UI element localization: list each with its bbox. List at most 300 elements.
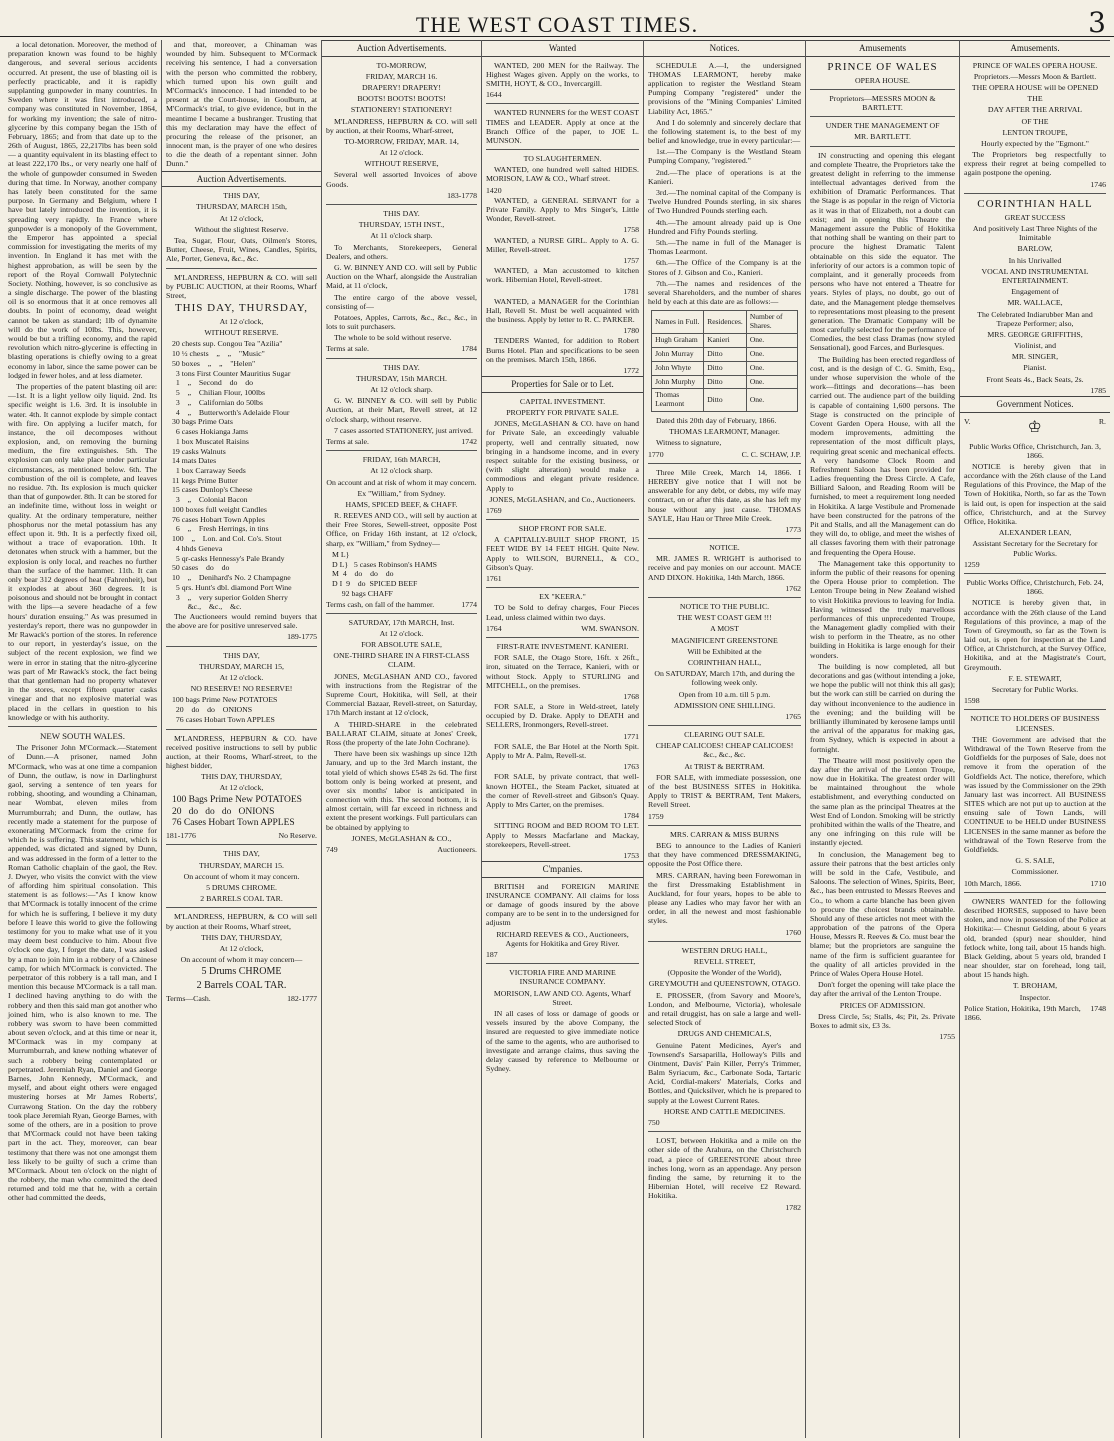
royal-crest-icon: ♔ [1027, 418, 1042, 436]
ad-line: Secretary for Public Works. [991, 685, 1079, 694]
table-header: Names in Full. [652, 311, 704, 334]
ad-line: SHOP FRONT FOR SALE. [518, 524, 607, 534]
notice-text: MR. JAMES R. WRIGHT is authorised to receive and pay monies on our account. MACE AND DIXON. Hokitika, 14th March, 1866. [648, 554, 801, 582]
divider [166, 907, 317, 908]
ad-line: FOR ABSOLUTE SALE, [361, 640, 442, 650]
lot-list: 100 Bags Prime New POTATOES 20 do do do ONIONS 76 Cases Hobart Town APPLES [172, 794, 302, 829]
ad-number: 1757 [623, 255, 639, 265]
ad-text: M'LANDRESS, HEPBURN & CO. will sell by auction, at their Rooms, Wharf-street, [326, 116, 477, 135]
ad-number: 1753 [623, 850, 639, 860]
table-cell: John Whyte [652, 361, 704, 375]
table-cell: Thomas Learmont [652, 389, 704, 412]
ad-number: 1785 [1090, 385, 1106, 395]
notice-text: MRS. CARRAN, having been Forewoman in the first Dressmaking Establishment in Auckland, for four years, hopes to be able to please any Ladies who may favor her with an order, in all the newest and most fashionable styles. [648, 870, 801, 926]
ad-text: The Building has been erected regardless of cost, and is the design of C. G. Smith, Esq., under whose supervision the whole of the work—fittings and decorations—has been carried out. The audience part of the building is capable of containing 1,600 persons. The Stage is constructed on the principle of Covent Garden Opera House, with all the modern improvements, admitting the representation of the most difficult plays, requiring great scenic and mechanical effects. A very handsome Clock Room and Refreshment Saloon has been provided for Ladies frequenting the Dress Circle. A Cafe, Billiard Saloon, and Reading Room will be furnished, to meet a requirement long needed in Hokitika. A large Vestibule and Promenade have been constructed for the patrons of the Pit and Stalls, and all the Management can do they will do, to oblige, and meet the wishes of all classes favoring them with their patronage and frequenting the Opera House. [810, 354, 955, 557]
divider [486, 519, 639, 520]
ad-line: THURSDAY, 15th MARCH. [356, 373, 447, 383]
ad-number: 1710 [1090, 878, 1106, 888]
ad-line: THIS DAY, THURSDAY, [174, 302, 309, 315]
ad-signature: F. E. STEWART, [1008, 673, 1062, 683]
divider [964, 573, 1106, 574]
notice-title: NOTICE TO THE PUBLIC. [679, 602, 770, 612]
table-header: Number of Shares. [746, 311, 797, 334]
notice-line: MAGNIFICENT GREENSTONE [671, 635, 778, 645]
notice-line: On SATURDAY, March 17th, and during the following week only. [654, 669, 795, 688]
ad-line: LENTON TROUPE, [1002, 127, 1068, 137]
notice-title: MRS. CARRAN & MISS BURNS [670, 829, 779, 839]
ad-number: 187 [486, 950, 498, 960]
notice-signature: C. C. SCHAW, J.P. [741, 449, 801, 459]
ad-line: Auctioneers. [437, 845, 477, 855]
ad-number: 1746 [1090, 179, 1106, 189]
table-row [652, 375, 798, 389]
section-heading: Notices. [644, 40, 805, 57]
ad-line: THURSDAY, MARCH 15. [199, 860, 284, 870]
ad-number: 1770 [648, 449, 664, 459]
notice-text: 4th.—The amount already paid up is One Hundred and Fifty Pounds sterling. [648, 217, 801, 236]
ad-number: 1762 [785, 583, 801, 593]
ad-text: A THIRD-SHARE in the celebrated BALLARAT CLAIM, situate at Jones' Creek, Ross (the property of the late John Cochrane). [326, 719, 477, 747]
ad-number: 182-1777 [287, 993, 317, 1003]
column-1 [4, 40, 162, 1438]
ad-text: Potatoes, Apples, Carrots, &c., &c., &c., in lots to suit purchasers. [326, 312, 477, 332]
ad-signature: ALEXANDER LEAN, [998, 528, 1072, 538]
notice-text: 6th.—The Office of the Company is at the Stores of J. Gibson and Co., Kanieri. [648, 258, 801, 277]
ad-line: THURSDAY, MARCH 15th, [196, 202, 287, 212]
ad-text: WANTED, 200 MEN for the Railway. The Highest Wages given. Apply on the works, to SMITH, HOYT, & CO., Invercargill. [486, 60, 639, 88]
masthead [0, 0, 1114, 38]
ad-signature: T. BROHAM, [1012, 981, 1058, 991]
ad-text: The Theatre will most positively open the day after the arrival of the Lenton Troupe, now due in Hokitika. The greatest order will be maintained throughout the whole establishment, and everything conducted on the same plan as the principal Theatres at the West End of London. Smoking will be strictly prohibited within the walls of the Theatre, and any one infringing on this rule will be instantly ejected. [810, 755, 955, 848]
ad-text: TO be Sold to defray charges, Four Pieces Lead, unless claimed within two days. [486, 603, 639, 622]
theatre-title: PRINCE OF WALES OPERA HOUSE. [972, 60, 1098, 70]
notice-line: Will be Exhibited at the [687, 646, 762, 656]
lot-list: 20 chests sup. Congou Tea "Azilia" 10 ½ chests „ „ "Music" 50 boxes „ „ "Helen" 3 tons First Counter Mauritius Sugar 1 „ Second do do 5 „ Chilian Flour, 100lbs 3 „ Californian do 50lbs 4 „ Butterworth's Adelaide Flour 30 bags Prime Oats 6 cases Hokianga Jams 1 box Muscatel Raisins 19 casks Walnuts 14 mats Dates 1 box Carraway Seeds 11 kegs Prime Butter 15 cases Dunlop's Cheese 3 „ Colonial Bacon 100 boxes full weight Candles 76 cases Hobart Town Apples 6 „ Fresh Herrings, in tins 100 „ Lon. and Col. Co's. Stout 4 hhds Geneva 5 qr-casks Hennessy's Pale Brandy 50 cases do do 10 „ Denihard's No. 2 Champagne 5 qrs. Hunt's dbl. diamond Port Wine 3 „ very superior Golden Sherry &c., &c., &c. [172, 339, 292, 612]
ad-number: 1782 [785, 1202, 801, 1212]
notice-text: Three Mile Creek, March 14, 1866. I HEREBY give notice that I will not be answerable for any debt, or debts, my wife may contract, on or after this date, as she has left my house without any just cause. THOMAS SAYLE, Hau Hau or Three Mile Creek. [648, 467, 801, 523]
column-4 [482, 40, 644, 1438]
ad-line: Public Works Office, Christchurch, Feb. 24, 1866. [966, 577, 1104, 597]
column-3 [322, 40, 482, 1438]
ad-text: Dress Circle, 5s; Stalls, 4s; Pit, 2s. Private Boxes to admit six, £3 3s. [810, 1011, 955, 1030]
ad-line: MRS. GEORGE GRIFFITHS, [987, 329, 1083, 339]
ad-line: At 12 o'clock, [219, 213, 264, 223]
shareholders-table [651, 310, 798, 412]
ad-line: Police Station, Hokitika, 19th March, 1866. [964, 1003, 1081, 1022]
section-heading: Auction Advertisements. [322, 40, 481, 57]
ad-text: WANTED, a GENERAL SERVANT for a Private Family. Apply to Mrs Singer's, Little Wonder, Revell-street. [486, 195, 639, 224]
notice-text: LOST, between Hokitika and a mile on the other side of the Arahura, on the Christchurch road, a piece of GREENSTONE about three inches long, worn as an appendage. Any person finding the same, by returning it to the Hibernian Hotel, will receive £2 Reward. Hokitika. [648, 1136, 801, 1201]
divider [810, 146, 955, 147]
ad-line: The Celebrated Indiarubber Man and Trapeze Performer; also, [977, 309, 1093, 328]
table-row [652, 389, 798, 412]
ad-text: JONES, McGLASHAN & CO. have on hand for Private Sale, an exceedingly valuable property, well and centrally situated, now bringing in a handsome income, and in every respect suitable for the existing business, or (with slight alteration) would make a commodious and elegant private residence. Apply to [486, 419, 639, 493]
ad-line: Assistant Secretary for the Secretary for Public Works. [972, 539, 1098, 558]
ad-text: G. W. BINNEY AND CO. will sell by Public Auction on the Wharf, alongside the Australian Maid, at 11 o'clock, [326, 262, 477, 291]
table-row [652, 361, 798, 375]
ad-line: At 12 o'clock, [219, 943, 264, 953]
ad-line: WITHOUT RESERVE. [204, 328, 279, 338]
notice-line: CHEAP CALICOES! CHEAP CALICOES! &c., &c., &c. [655, 741, 794, 760]
article-paragraph: a local detonation. Moreover, the method of preparation known was found to be highly dangerous, and several serious accidents occurred. At present, the use of blasting oil is perfectly practicable, and it is rapidly supplanting gunpowder in many countries. In Sweden where it was first introduced, a company was constituted in November, 1864, for working my invention; the sale of nitro-glycerine by this company began the 15th of February, 1865; and from that date up to the 26th of August, 1865, 22,217lbs has been sold — a quantity equivalent in its blasting effect to at least 222,170 lbs., or very nearly one half of the whole of gunpowder consumed in Sweden during that time. In Norway, another company has lately been constituted for the same purpose. In Germany and Belgium, where I have but lately introduced the invention, it is spreading very rapidly. In France where gunpowder is a monopoly of the Government, the Emperor has appointed a special commission for investigating the merits of my invention. In England it has met with the highest approbation, as will be seen by the report of the Royal Cornwall Polytechnic Society. Nothing, however, is so conclusive as a single discharge. The power of the blasting oil is so enormous that it at once removes all doubts. In point of economy, dead weight cannot be taken as standard; 1lb of dynamite will do the work of 10lbs. This, however, would be but a trifling economy, and the rapid revolution which nitro-glycerine is effecting in blasting operations is chiefly owing to a great economy in labor, since the same power can be lodged in fewer holes, and at less diameter. [8, 40, 157, 380]
ad-line: At 12 o'clock. [379, 628, 424, 638]
divider [326, 358, 477, 359]
ad-line: Front Seats 4s., Back Seats, 2s. [986, 374, 1084, 384]
ad-text: M'LANDRESS, HEPBURN & CO. have received positive instructions to sell by public auction, at their Rooms, Wharf-street, to the highest bidder, [166, 733, 317, 771]
notice-signature: THOMAS LEARMONT, Manager. [669, 427, 780, 437]
notice-title: CLEARING OUT SALE. [684, 730, 765, 740]
ad-text: There have been six washings up since 12th January, and up to the 3rd March instant, the total yield of which shows £548 2s 6d. The first bottom only is being worked at present, and over six months' labor is anticipated in connection with this. The second bottom, it is almost certain, will far exceed in richness and extent the present workings. Full particulars can be obtained by applying to [326, 749, 477, 832]
page-number: 3 [1088, 6, 1106, 39]
ad-number: 1259 [964, 559, 980, 569]
ad-line: Commissioner. [1011, 867, 1059, 877]
ad-line: At 12 o'clock, [219, 783, 264, 793]
ad-line: On account of whom it may concern. [183, 871, 300, 881]
ad-line: MORISON, LAW AND CO. Agents, Wharf Street. [493, 988, 632, 1007]
divider [648, 825, 801, 826]
ad-line: 5 Drums CHROME [201, 966, 282, 978]
hall-title: CORINTHIAN HALL [977, 197, 1093, 210]
divider [648, 463, 801, 464]
ad-number: 1768 [623, 691, 639, 701]
ad-line: At 12 o'clock. [219, 672, 264, 682]
ad-line: THIS DAY. [383, 362, 420, 372]
table-cell: Ditto [704, 347, 747, 361]
divider [166, 844, 317, 845]
section-heading: Government Notices. [960, 396, 1110, 413]
ad-line: Terms at sale. [326, 344, 369, 354]
ad-number: 1758 [623, 225, 639, 235]
ad-line: In his Unrivalled [1008, 255, 1062, 265]
notice-line: A MOST [710, 624, 739, 634]
column-2 [162, 40, 322, 1438]
table-cell: One. [746, 333, 797, 347]
ad-number: 1759 [648, 811, 664, 821]
notice-line: THE WEST COAST GEM !!! [677, 613, 772, 623]
ad-line: STATIONERY! STATIONERY! [350, 105, 453, 115]
ad-number: 749 [326, 845, 338, 855]
section-heading: C'mpanies. [482, 861, 643, 878]
ad-line: GREAT SUCCESS [1004, 212, 1066, 222]
divider [486, 587, 639, 588]
table-cell: John Murray [652, 347, 704, 361]
article-paragraph: The Prisoner John M'Cormack.—Statement of Dunn.—A prisoner, named John M'Cormack, who was at one time a companion of Dunn, the outlaw, is now in Darlinghurst gaol, serving a sentence of ten years for robbing, shooting, and wounding a Chinaman, near Wombat, eleven miles from Murrumburrah; and Dunn, the outlaw, has recently made a statement for the purpose of exonerating M'Cormack from the crime for which he is suffering. This statement, which is appended, was dictated and signed by Dunn, and was addressed in the form of a letter to the Roman Catholic chaplain of the gaol, the Rev. J. Dwyer, who visits the convict with the view of affording him spiritual consolation. This statement is as follows:—"As I know know that M'Cormack is totally innocent of the crime for which he is suffering, I believe it my duty before I leave this world to give the following testimony for you to make what use of it you may deem best conducive to him. About five o'clock one day, I forget the date, I was asked by a man to join him in a robbery of a Chinese camp, for which M'Cormack is convicted. The perpetrator of this robbery is a tall man, and I mention this because M'Cormack is a tall man. I declined having anything to do with the robbery and then this said man got another who joined him, who is also known to me. The robbery was sworn to have been committed about seven o'clock, and at this time or near it, M'Cormack was in my company at Murrumburrah, and knew nothing whatever of such a robbery being contemplated or perpetrated. Jeremiah Ryan, Daniel and George Barnes, John Kennedy, M'Cormack, and myself, and about eight others were engaged mustering horses at Mr James Roberts', Currawong Station. On the day the robbery took place Jeremiah Ryan, George Barnes, with some of the others, are in a position to prove that M'Cormack could not have been taking part in the act. They, moreover, can bear testimony that there was not one amongst them less likely to be guilty of such a crime than M'Cormack. About ten o'clock on the night of the robbery, the man who committed the deed returned and told me that he, with a certain other had committed the deeds, [8, 743, 157, 1203]
notice-line: At TRIST & BERTRAM. [684, 761, 765, 771]
ad-line: FRIDAY, 16th MARCH, [362, 455, 441, 465]
ad-line: SATURDAY, 17th MARCH, Inst. [348, 617, 455, 627]
ad-line: At 12 o'clock. [379, 148, 424, 158]
ad-line: On account of whom it may concern— [180, 955, 303, 965]
ad-number: 1784 [461, 344, 477, 354]
lot-list: 100 bags Prime New POTATOES 20 do do ONIONS 76 cases Hobart Town APPLES [172, 695, 278, 724]
table-cell: One. [746, 361, 797, 375]
ad-line: Inspector. [1019, 992, 1051, 1002]
ad-signature: RICHARD REEVES & CO., Auctioneers, Agents for Hokitika and Grey River. [496, 929, 629, 948]
divider [486, 963, 639, 964]
column-5 [644, 40, 806, 1438]
ad-line: THE OPERA HOUSE will be OPENED [971, 82, 1099, 92]
notice-line: DRUGS AND CHEMICALS, [677, 1029, 772, 1039]
ad-number: 183-1778 [447, 190, 477, 200]
ad-text: The Auctioneers would remind buyers that the above are for positive unreserved sale. [166, 612, 317, 631]
lot-list: M L} D L} 5 cases Robinson's HAMS M 4 do do do D I 9 do SPICED BEEF 92 bags CHAFF [332, 549, 437, 598]
ad-line: Hourly expected by the "Egmont." [981, 138, 1089, 148]
ad-line: NOTICE TO HOLDERS OF BUSINESS LICENSES. [970, 714, 1100, 733]
ad-text: Don't forget the opening will take place the day after the arrival of the Lenton Troupe. [810, 980, 955, 999]
divider [486, 637, 639, 638]
table-cell: One. [746, 347, 797, 361]
ad-line: At 12 o'clock, [219, 317, 264, 327]
ad-signature: WM. SWANSON. [581, 623, 639, 633]
ad-text: WANTED, a MANAGER for the Corinthian Hall, Revell St. Must be well acquainted with the business. Apply by letter to R. C. PARKER. [486, 296, 639, 325]
ad-text: M'LANDRESS, HEPBURN & CO. will sell by PUBLIC AUCTION, at their Rooms, Wharf Street, [166, 272, 317, 300]
ad-line: Violinist, and [1014, 341, 1056, 351]
ad-text: WANTED, one hundred well salted HIDES. MORISON, LAW & CO., Wharf street. [486, 165, 639, 184]
ad-line: TO-MORROW, [376, 60, 427, 70]
ad-number: 1765 [785, 711, 801, 721]
ad-line: PRICES OF ADMISSION. [839, 1000, 926, 1010]
notice-text: 3rd.—The nominal capital of the Company is Twelve Hundred Pounds sterling, in six shares of Two Hundred Pounds sterling each. [648, 188, 801, 216]
ad-text: NOTICE is hereby given that in accordance with the 26th clause of the Land Regulations of this Province, the Map of the Town of Hokitika, North, so far as the Town is laid out, is open for inspection at the said office, Christchurch, and at the Survey Office, Hokitika. [964, 461, 1106, 526]
table-header: Residences. [704, 311, 747, 334]
article-paragraph: and that, moreover, a Chinaman was wounded by him. Subsequent to M'Cormack receiving his sentence, I had a conversation with the person who committed the robbery, which turned upon his own guilt and M'Cormack's innocence. I had intended to be present at the Court-house, in Goulburn, at M'Cormack's trial, to give evidence, but in the meantime I became a bushranger. Trusting that this my declaration may have the effect of procuring the release of the prisoner, an innocent man, is the prayer of one who desires to die the death of a repentant sinner. John Dunn." [166, 40, 317, 169]
ad-text: OWNERS WANTED for the following described HORSES, supposed to have been stolen, and now in possession of the Police at Hokitika:— Chesnut Gelding, about 6 years old, branded (spur) near shoulder, hind fetlock white, long tail, about 15 hands high. Black Gelding, about 5 years old, branded I near shoulder, star on forehead, long tail, about 15 hands high. [964, 896, 1106, 980]
ad-text: 7 cases assorted STATIONERY, just arrived. [334, 425, 473, 435]
ad-line: THIS DAY. [383, 209, 420, 219]
ad-text: To Merchants, Storekeepers, General Dealers, and others. [326, 242, 477, 261]
column-6 [806, 40, 960, 1438]
table-row [652, 333, 798, 347]
ad-number: 1781 [623, 286, 639, 296]
ad-number: 1763 [623, 762, 639, 772]
divider [326, 450, 477, 451]
ad-text: IN all cases of loss or damage of goods or vessels insured by the above Company, the insured are requested to give immediate notice of the same to the agents, who are authorised to investigate and arrange claims, thus saving the delay caused by reference to Melbourne or Sydney. [486, 1008, 639, 1074]
ad-text: FOR SALE, the Bar Hotel at the North Spit. Apply to Mr A. Palm, Revell-st. [486, 741, 639, 761]
ad-line: Engagement of [1011, 287, 1059, 297]
ad-line: EX "KEERA." [539, 592, 586, 602]
divider [486, 103, 639, 104]
ad-line: HAMS, SPICED BEEF, & CHAFF. [345, 499, 458, 509]
ad-line: Proprietors.—Messrs Moon & Bartlett. [973, 71, 1097, 81]
ad-number: 750 [648, 1118, 660, 1128]
ad-text: The Management take this opportunity to inform the public of their reasons for opening the Opera House prior to completion. The Lenton Troupe being in New Zealand wished to visit Hokitika previous to leaving for India. Having witnessed the truly marvellous performances of this unprecedented Troupe, the Management gladly complied with their wish to perform in the Theatre, as no other building in Hokitika is large enough for their wonders. [810, 558, 955, 660]
ad-number: 1598 [964, 696, 980, 706]
ad-number: 1774 [461, 599, 477, 609]
divider [648, 538, 801, 539]
ad-text: JONES, McGLASHAN AND CO., favored with instructions from the Registrar of the Supreme Court, Hokitika, will Sell, at their Commercial Bazaar, Revell-street, on Saturday, 17th March instant at 12 o'clock, [326, 671, 477, 718]
ad-line: At 11 o'clock sharp. [370, 231, 433, 241]
ad-line: THIS DAY, [223, 849, 260, 859]
divider [166, 268, 317, 269]
notice-title: WESTERN DRUG HALL, [681, 945, 768, 955]
ad-text: WANTED, a NURSE GIRL. Apply to A. G. Miller, Revell-street. [486, 235, 639, 254]
divider [166, 646, 317, 647]
ad-line: On account and at risk of whom it may concern. [326, 477, 477, 487]
ad-line: MR. SINGER, [1011, 352, 1059, 362]
ad-text: The whole to be sold without reserve. [334, 333, 452, 343]
ad-line: Without the slightest Reserve. [194, 224, 289, 234]
ad-text: The building is now completed, all but decorations and gas (without intending a joke, we hope the public will not think this all gas); but the work can still be carried on during the day without inconvenience to the audience in the evening; and the building will be brilliantly illuminated by kerosene lamps until the arrival of the apparatus for making gas, from Sydney, which is expected in about a fortnight. [810, 661, 955, 754]
table-cell: John Murphy [652, 375, 704, 389]
divider [964, 892, 1106, 893]
masthead-rule [0, 36, 1114, 37]
table-cell: One. [746, 389, 797, 412]
ad-line: V. [964, 416, 971, 426]
divider [648, 725, 801, 726]
ad-line: UNDER THE MANAGEMENT OF [825, 121, 940, 131]
ad-line: ONE-THIRD SHARE IN A FIRST-CLASS CLAIM. [333, 651, 470, 670]
ad-signature: G. S. SALE, [1015, 856, 1055, 866]
section-heading: Auction Advertisements. [162, 171, 321, 188]
ad-line: TO-MORROW, FRIDAY, MAR. 14, [344, 136, 459, 146]
notice-line: HORSE AND CATTLE MEDICINES. [663, 1106, 786, 1116]
ad-text: Several well assorted Invoices of above Goods. [326, 170, 477, 189]
ad-line: DAY AFTER THE ARRIVAL [987, 105, 1083, 115]
ad-number: 1748 [1090, 1003, 1106, 1013]
ad-text: A CAPITALLY-BUILT SHOP FRONT, 15 FEET WIDE BY 14 FEET HIGH. Quite New. Apply to WILSON, BURNELL, & CO., Gibson's Quay. [486, 535, 639, 572]
notice-text: FOR SALE, with immediate possession, one of the best BUSINESS SITES in Hokitika. Apply to TRIST & BERTRAM, Tent Makers, Revell Street. [648, 772, 801, 810]
ad-number: 1769 [486, 505, 502, 515]
table-row [652, 347, 798, 361]
ad-line: 5 DRUMS CHROME. [206, 883, 277, 893]
ad-line: Pianist. [1023, 363, 1047, 373]
divider [964, 709, 1106, 710]
ad-text: WANTED RUNNERS for the WEST COAST TIMES and LEADER. Apply at once at the Branch Office of the paper, to JOE L. MUNSON. [486, 108, 639, 145]
ad-line: WITHOUT RESERVE, [364, 159, 439, 169]
ad-number: 1761 [486, 574, 502, 584]
theatre-subtitle: OPERA HOUSE. [854, 75, 911, 85]
ad-line: 2 Barrels COAL TAR. [196, 980, 287, 992]
ad-line: THIS DAY, THURSDAY, [201, 772, 282, 782]
ad-line: Terms at sale. [326, 436, 369, 446]
ad-signature: JONES, McGLASHAN, and Co., Auctioneers. [489, 494, 636, 504]
notice-line: REVELL STREET, [693, 957, 756, 967]
notice-text: SCHEDULE A.—I, the undersigned THOMAS LEARMONT, hereby make application to register the Westland Steam Pumping Company "registered" under the provisions of the "Mining Companies' Limited Liability Act, 1865." [648, 60, 801, 116]
divider [648, 597, 801, 598]
ad-line: CAPITAL INVESTMENT. [519, 396, 606, 406]
ad-line: THURSDAY, MARCH 15, [199, 661, 284, 671]
ad-line: TO SLAUGHTERMEN. [523, 154, 602, 164]
article-title: NEW SOUTH WALES. [40, 730, 125, 741]
column-7 [960, 40, 1110, 1438]
ad-line: BARLOW, [1017, 244, 1053, 254]
notice-text: Genuine Patent Medicines, Ayer's and Townsend's Sarsaparilla, Holloway's Pills and Ointment, Davis' Pain Killer, Perry's Trimmer, Balm Syriacum, &c., Carbonate Soda, Tartaric Acid, Cordial-makers' Materials, Corks and Bottles, and Quicksilver, which he is prepared to supply at the Lowest Current Rates. [648, 1040, 801, 1105]
notice-line: ADMISSION ONE SHILLING. [673, 700, 776, 710]
ad-text: BRITISH and FOREIGN MARINE INSURANCE COMPANY. All claims for loss or damage of goods insured by the above company are to be sent in to the undersigned for adjustm [486, 881, 639, 928]
section-heading: Amusements [806, 40, 959, 57]
ad-line: Ex "William," from Sydney. [357, 488, 446, 498]
ad-line: VICTORIA FIRE AND MARINE INSURANCE COMPANY. [509, 968, 616, 987]
ad-text: SITTING ROOM and BED ROOM TO LET. Apply to Messrs Macfarlane and Mackay, storekeepers, Revell-street. [486, 821, 639, 849]
divider [166, 729, 317, 730]
ad-text: IN constructing and opening this elegant and complete Theatre, the Proprietors take the greatest delight in referring to the immense intellectual advantages derived from the exhibition of Dramatic Performances. That the Stage is as popular in the reign of Victoria as it was in that of Elizabeth, not a doubt can exist; and in opening this Theatre the Management assure the Public of Hokitika that nothing shall be wanting on their part to procure the highest Dramatic Talent obtainable on this side the equator. The inferiority of our actors is a common topic of complaint, and it generally proceeds from persons who have not entered a Theatre for years. Styles of plays, no doubt, go out of date, and the Management pledge themselves to representations most pleasing to the present generation. The Dramatic Company will be most carefully selected for the performance of Comedies, the best class Dramas (now styled Sensational), good Farces, and Burlesques. [810, 150, 955, 353]
theatre-title: PRINCE OF WALES [827, 60, 938, 73]
ad-text: WANTED, a Man accustomed to kitchen work. Hibernian Hotel, Revell-street. [486, 266, 639, 285]
notice-text: 7th.—The names and residences of the several Shareholders, and the number of shares held by each at this date are as follows:— [648, 278, 801, 307]
ad-number: 1742 [461, 436, 477, 446]
ad-number: 1771 [623, 731, 639, 741]
notice-line: (Opposite the Wonder of the World), [667, 968, 782, 978]
notice-text: 1st.—The Company is the Westland Steam Pumping Company, "registered." [648, 147, 801, 166]
ad-line: And positively Last Three Nights of the Inimitable [972, 224, 1098, 243]
ad-text: TENDERS Wanted, for addition to Robert Burns Hotel. Plan and specifications to be seen on the premises. March 15th, 1866. [486, 336, 639, 364]
ad-line: No Reserve. [278, 831, 317, 841]
ad-number: 1784 [623, 811, 639, 821]
ad-line: MR. BARTLETT. [854, 132, 911, 142]
ad-line: THURSDAY, 15TH INST., [358, 220, 445, 230]
table-cell: One. [746, 375, 797, 389]
table-header-row [652, 311, 798, 334]
divider [810, 116, 955, 117]
ad-line: 10th March, 1866. [964, 878, 1022, 888]
ad-line: Public Works Office, Christchurch, Jan. 3, 1866. [969, 441, 1101, 460]
ad-line: R. [1098, 416, 1106, 426]
table-cell: Ditto [704, 361, 747, 375]
ad-line: Terms—Cash. [166, 993, 211, 1003]
notice-text: And I do solemnly and sincerely declare that the following statement is, to the best of my belief and knowledge, true in every particular:— [648, 117, 801, 146]
ad-number: 1420 [486, 185, 502, 195]
ad-line: MR. WALLACE, [1007, 298, 1063, 308]
newspaper-title: THE WEST COAST TIMES. [415, 12, 699, 37]
ad-number: 189-1775 [287, 632, 317, 642]
ad-line: NO RESERVE! NO RESERVE! [190, 684, 293, 694]
ad-line: FRIDAY, MARCH 16. [365, 71, 438, 81]
notice-line: CORINTHIAN HALL, [687, 657, 762, 667]
ad-number: 1755 [939, 1032, 955, 1042]
ad-line: At 12 o'clock sharp. [370, 466, 433, 476]
divider [326, 613, 477, 614]
notice-text: E. PROSSER, (from Savory and Moore's, London, and Melbourne, Victoria), wholesale and retail druggist, has on sale a large and well-selected Stock of [648, 990, 801, 1028]
ad-number: 1773 [785, 524, 801, 534]
ad-line: THIS DAY, [223, 650, 260, 660]
notice-text: Witness to signature, [656, 438, 722, 448]
ad-text: NOTICE is hereby given that, in accordance with the 26th clause of the Land Regulations of this province, a map of the Town of Greymouth, so far as the Town is laid out, is open for inspection at the Land Office, at Christchurch, at the Survey Office, Hokitika, and at the Magistrate's Court, Greymouth. [964, 598, 1106, 672]
ad-line: THIS DAY, [223, 191, 260, 201]
notice-text: 2nd.—The place of operations is at the Kanieri. [648, 167, 801, 186]
ad-text: FOR SALE, a Store in Weld-street, lately occupied by D. Drake. Apply to DEATH and SELLERS, Ironmongers, Revell-street. [486, 702, 639, 730]
ad-text: G. W. BINNEY & CO. will sell by Public Auction, at their Mart, Revell street, at 12 o'clock sharp, without reserve. [326, 396, 477, 424]
ad-line: 2 BARRELS COAL TAR. [200, 894, 283, 904]
ad-text: In conclusion, the Management beg to assure their patrons that the best articles only will be sold in the Cafe, Vestibule, and Saloons. The selection of Wines, Spirits, Beer, &c., has been entrusted to Messrs Reeves and Co., to whom a carte blanche has been given to procure the choicest brands obtainable. Should any of these articles not meet with the approbation of the patrons of the Opera House, Messrs R. Reeves & Co. must bear the blame; but the proprietors are sanguine the name of the firm is sufficient guarantee for the quality of all articles provided in the Prince of Wales Opera House Hotel. [810, 849, 955, 979]
ad-line: FIRST-RATE INVESTMENT. KANIERI. [496, 641, 629, 651]
ad-text: The Proprietors beg respectfully to express their regret at being compelled to again postpone the opening. [964, 150, 1106, 178]
ad-number: 1772 [623, 366, 639, 376]
notice-text: Dated this 20th day of February, 1866. [656, 416, 777, 426]
ad-number: 1780 [623, 326, 639, 336]
divider [648, 941, 801, 942]
section-heading: Amusements. [960, 40, 1110, 57]
ad-number: 1764 [486, 623, 502, 633]
notice-text: 5th.—The name in full of the Manager is Thomas Learmont. [648, 237, 801, 257]
ad-line: THE [1027, 94, 1043, 104]
notice-line: GREYMOUTH and QUEENSTOWN, OTAGO. [648, 979, 801, 989]
ad-text: FOR SALE, by private contract, that well-known HOTEL, the Steam Packet, situated at the corner of Revell-street and Gibson's Quay. Apply to Mrs Carter, on the premises. [486, 772, 639, 809]
divider [810, 89, 955, 90]
ad-text: THE Government are advised that the Withdrawal of the Town Reserve from the Goldfields for the purposes of Sale, does not remove it from the operation of the Goldfields Act. The notice, therefore, which was issued by the Commissioner on the 29th January last was incorrect. All BUSINESS SITES which are not put up to auction at the ensuing sale of Town Lands, will CONTINUE to be HELD under BUSINESS LICENSES in the same manner as before the withdrawal of the Town Reserve from the Goldfields. [964, 734, 1106, 854]
divider [964, 193, 1106, 194]
ad-number: 181-1776 [166, 831, 196, 841]
notice-text: BEG to announce to the Ladies of Kanieri that they have commenced DRESSMAKING, opposite the Post Office there. [648, 840, 801, 869]
ad-text: R. REEVES AND CO., will sell by auction at their Free Stores, Sewell-street, opposite Post Office, on Friday 16th instant, at 12 o'clock, sharp, ex "William," from Sydney— [326, 511, 477, 548]
divider [486, 149, 639, 150]
table-cell: Ditto [704, 375, 747, 389]
ad-line: BOOTS! BOOTS! BOOTS! [357, 94, 446, 104]
section-heading: Wanted [482, 40, 643, 57]
ad-number: 1644 [486, 90, 502, 100]
ad-line: DRAPERY! DRAPERY! [361, 82, 442, 92]
divider [648, 1131, 801, 1132]
ad-line: At 12 o'clock sharp. [370, 385, 433, 395]
